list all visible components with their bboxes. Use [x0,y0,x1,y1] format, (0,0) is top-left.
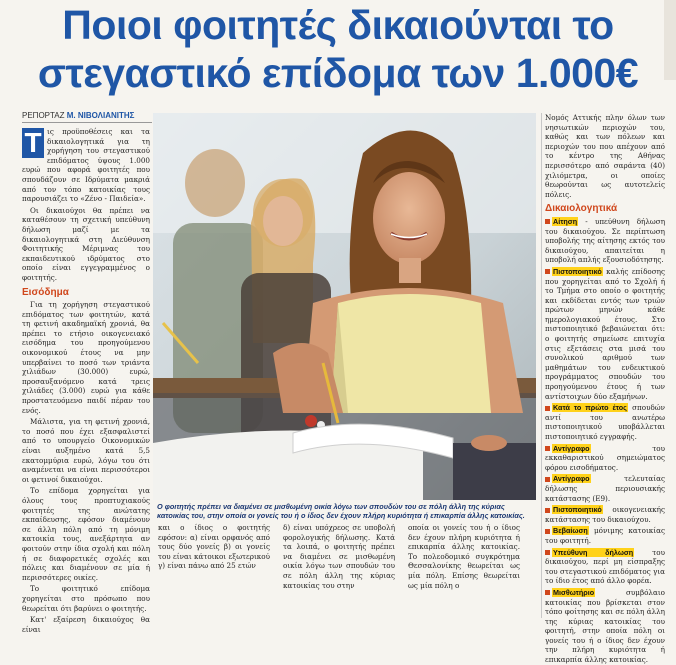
intro-text: ις προϋποθέσεις και τα δικαιολογητικά για τη χορήγηση του στεγαστικού επιδόματος ύψους 1.000 ευρώ που αφορά φοιτητές που σπουδάζουν σε Ιδρύματα μακριά από τον τόπο κατοικίας τους παρουσιάζει το «Ζένο - Παιδεία». [22,127,150,204]
documents-item [545,474,665,503]
dropcap: Τ [22,128,44,158]
mid-column-2 [283,523,395,620]
mid-column-2-text: δ) είναι υπόχρεος σε υποβολή φορολογικής δήλωσης. Κατά τα λοιπά, ο φοιτητής πρέπει να διαμένει σε μισθωμένη οικία λόγω των σπουδών του σε πόλη άλλη της κύριας κατοικίας του στην [283,523,395,590]
right-column [545,113,666,665]
documents-item [545,444,665,473]
square-bullet-icon [545,529,550,534]
students-photo-illustration [153,113,536,500]
subhead-income: Εισόδημα [22,286,69,298]
documents-item-label: Αντίγραφο [553,443,590,453]
documents-item-label: Αίτηση [553,216,578,226]
headline-line-1: Ποιοι φοιτητές δικαιούνται το [62,2,614,48]
mid-column-3 [408,523,520,620]
article-photo [153,113,536,500]
documents-list [545,217,665,665]
documents-item-label: Υπεύθυνη δήλωση [553,547,634,557]
documents-item-text: σπουδών αντί του ανωτέρω πιστοποιητικού υποβάλλεται πιστοποιητικό εγγραφής. [545,403,666,441]
documents-item [545,267,665,401]
documents-item-text: οικογενειακής κατάστασης του δικαιούχου. [545,505,665,524]
paragraph: Το επίδομα χορηγείται για όλους τους προπτυχιακούς φοιτητές της ανώτατης εκπαίδευσης, εφόσον διαμένουν σε άλλη πόλη από τη μόνιμη κατοικία τους, ανεξάρτητα αν φοιτούν στην ίδια σχολή και πόλη ή σε διαφορετικές σχολές και πόλεις και διαμένουν σε μία ή περισσότερες οικίες. [22,486,150,582]
paragraph: Μάλιστα, για τη φετινή χρονιά, το ποσό που έχει εξασφαλιστεί από το υπουργείο Οικονομικών είναι αυξημένο κατά 5,5 εκατομμύρια ευρώ, λόγω του ότι αναμένεται να είναι περισσότεροι οι φετινοί δικαιούχοι. [22,417,150,484]
documents-item-label: Πιστοποιητικό [553,505,602,515]
subhead-documents: Δικαιολογητικά [545,203,618,215]
square-bullet-icon [545,550,550,555]
mid-column-1 [158,523,270,620]
documents-item [545,548,665,586]
documents-item-text: τελευταίας δήλωσης περιουσιακής κατάστασης (Ε9). [545,474,665,503]
byline-prefix: ΡΕΠΟΡΤΑΖ [22,111,65,120]
documents-item-label: Κατά το πρώτο έτος [553,403,627,413]
documents-item-text: του δικαιούχου, περί μη είσπραξης του στεγαστικού επιδόματος για το ίδιο έτος από άλλο φορέα. [545,547,665,586]
intro-paragraph [22,127,150,204]
documents-item [545,588,665,665]
mid-column-1-text: και ο ίδιος ο φοιτητής εφόσον: α) είναι ορφανός από τους δύο γονείς β) οι γονείς του είναι κάτοικοι εξωτερικού γ) είναι πάνω από 25 ετών [158,523,270,571]
documents-item-text: - υπεύθυνη δήλωση του δικαιούχου. Σε περίπτωση υποβολής της αίτησης εκτός του δικαιούχου, απαιτείται η υποβολή απλής εξουσιοδότησης. [545,216,665,265]
byline-rule [22,122,152,123]
square-bullet-icon [545,446,550,451]
headline-line-2: στεγαστικό επίδομα των 1.000€ [37,50,639,96]
right-intro: Νομός Αττικής πλην όλων των νησιωτικών περιοχών του, καθώς και των πόλεων και περιοχών του που απέχουν από το κέντρο της Αθήνας περισσότερο από σαράντα (40) χιλιόμετρα, οι οποίες θεωρούνται ως αυτοτελείς πόλεις. [545,113,665,199]
documents-item-text: καλής επίδοσης που χορηγείται από το Σχολή ή το Τμήμα στο οποίο ο φοιτητής και εκδίδεται εντός των τριών πρώτων μηνών κάθε ημερολογιακού έτους. Στο πιστοποιητικό βεβαιώνεται ότι: ο φοιτητής σημείωσε επιτυχία στις εξετάσεις στα μισά του συνολικού αριθμού των μαθημάτων του ενδεικτικού προγράμματος σπουδών του προηγούμενου έτους ή των αντίστοιχων δύο εξαμήνων. [545,266,665,401]
photo-caption: Ο φοιτητής πρέπει να διαμένει σε μισθωμένη οικία λόγω των σπουδών του σε πόλη άλλη της κύριας κατοικίας του, στην οποία οι γονείς του ή ο ίδιος δεν έχουν πλήρη κυριότητα ή επικαρπία άλλης κατοικίας. [157,502,525,520]
square-bullet-icon [545,590,550,595]
paragraph: Οι δικαιούχοι θα πρέπει να καταθέσουν τη σχετική υπεύθυνη δήλωση μαζί με τα δικαιολογητικά στη Διεύθυνση Φοιτητικής Μέριμνας του εκπαιδευτικού ιδρύματος στο οποίο είναι εγγεγραμμένος ο φοιτητής. [22,205,150,282]
square-bullet-icon [545,508,550,513]
square-bullet-icon [545,477,550,482]
paragraph: Κατ' εξαίρεση δικαιούχος θα είναι [22,615,150,634]
documents-item [545,217,665,265]
documents-item [545,505,665,524]
documents-item [545,526,665,545]
paragraph: Για τη χορήγηση στεγαστικού επιδόματος των φοιτητών, κατά τη φετινή ακαδημαϊκή χρονιά, θα πρέπει το ετήσιο οικογενειακό εισόδημα του προηγούμενου οικονομικού έτους να μην υπερβαίνει το ποσό των τριάντα χιλιάδων (30.000) ευρώ, προσαυξανόμενο κατά τρεις χιλιάδες (3.000) ευρώ για κάθε προστατευόμενο παιδί πέραν του ενός. [22,300,150,415]
paragraph: Το φοιτητικό επίδομα χορηγείται στο πρόσωπο που θεωρείται ότι βαρύνει ο φοιτητής. [22,584,150,613]
documents-item-text: του εκκαθαριστικού σημειώματος φόρου εισοδήματος. [545,443,665,472]
mid-column-3-text: οποία οι γονείς του ή ο ίδιος δεν έχουν πλήρη κυριότητα ή επικαρπία άλλης κατοικίας. Το πολεοδομικό συγκρότημα Θεσσαλονίκης θεωρείται ως μία πόλη. Επίσης θεωρείται ως μία πόλη ο [408,523,520,590]
documents-item-label: Πιστοποιητικό [553,266,602,276]
byline [22,111,134,120]
headline [0,0,676,100]
column-separator [541,113,542,618]
square-bullet-icon [545,406,550,411]
left-column [22,127,150,634]
documents-item-label: Βεβαίωση [553,526,588,536]
documents-item-text: μόνιμης κατοικίας του φοιτητή. [545,526,665,545]
square-bullet-icon [545,269,550,274]
documents-item-label: Μισθωτήριο [553,587,595,597]
documents-item-label: Αντίγραφο [553,474,590,484]
documents-item-text: συμβόλαιο κατοικίας που βρίσκεται στον τόπο φοίτησης και σε πόλη άλλη της κύριας κατοικίας του φοιτητή, στην οποία πόλη οι γονείς του ή ο ίδιος δεν έχουν την πλήρη κυριότητα ή επικαρπία άλλης κατοικίας. [545,587,665,665]
documents-item [545,403,665,441]
byline-author: Μ. ΝΙΒΟΛΙΑΝΙΤΗΣ [66,111,135,120]
square-bullet-icon [545,219,550,224]
